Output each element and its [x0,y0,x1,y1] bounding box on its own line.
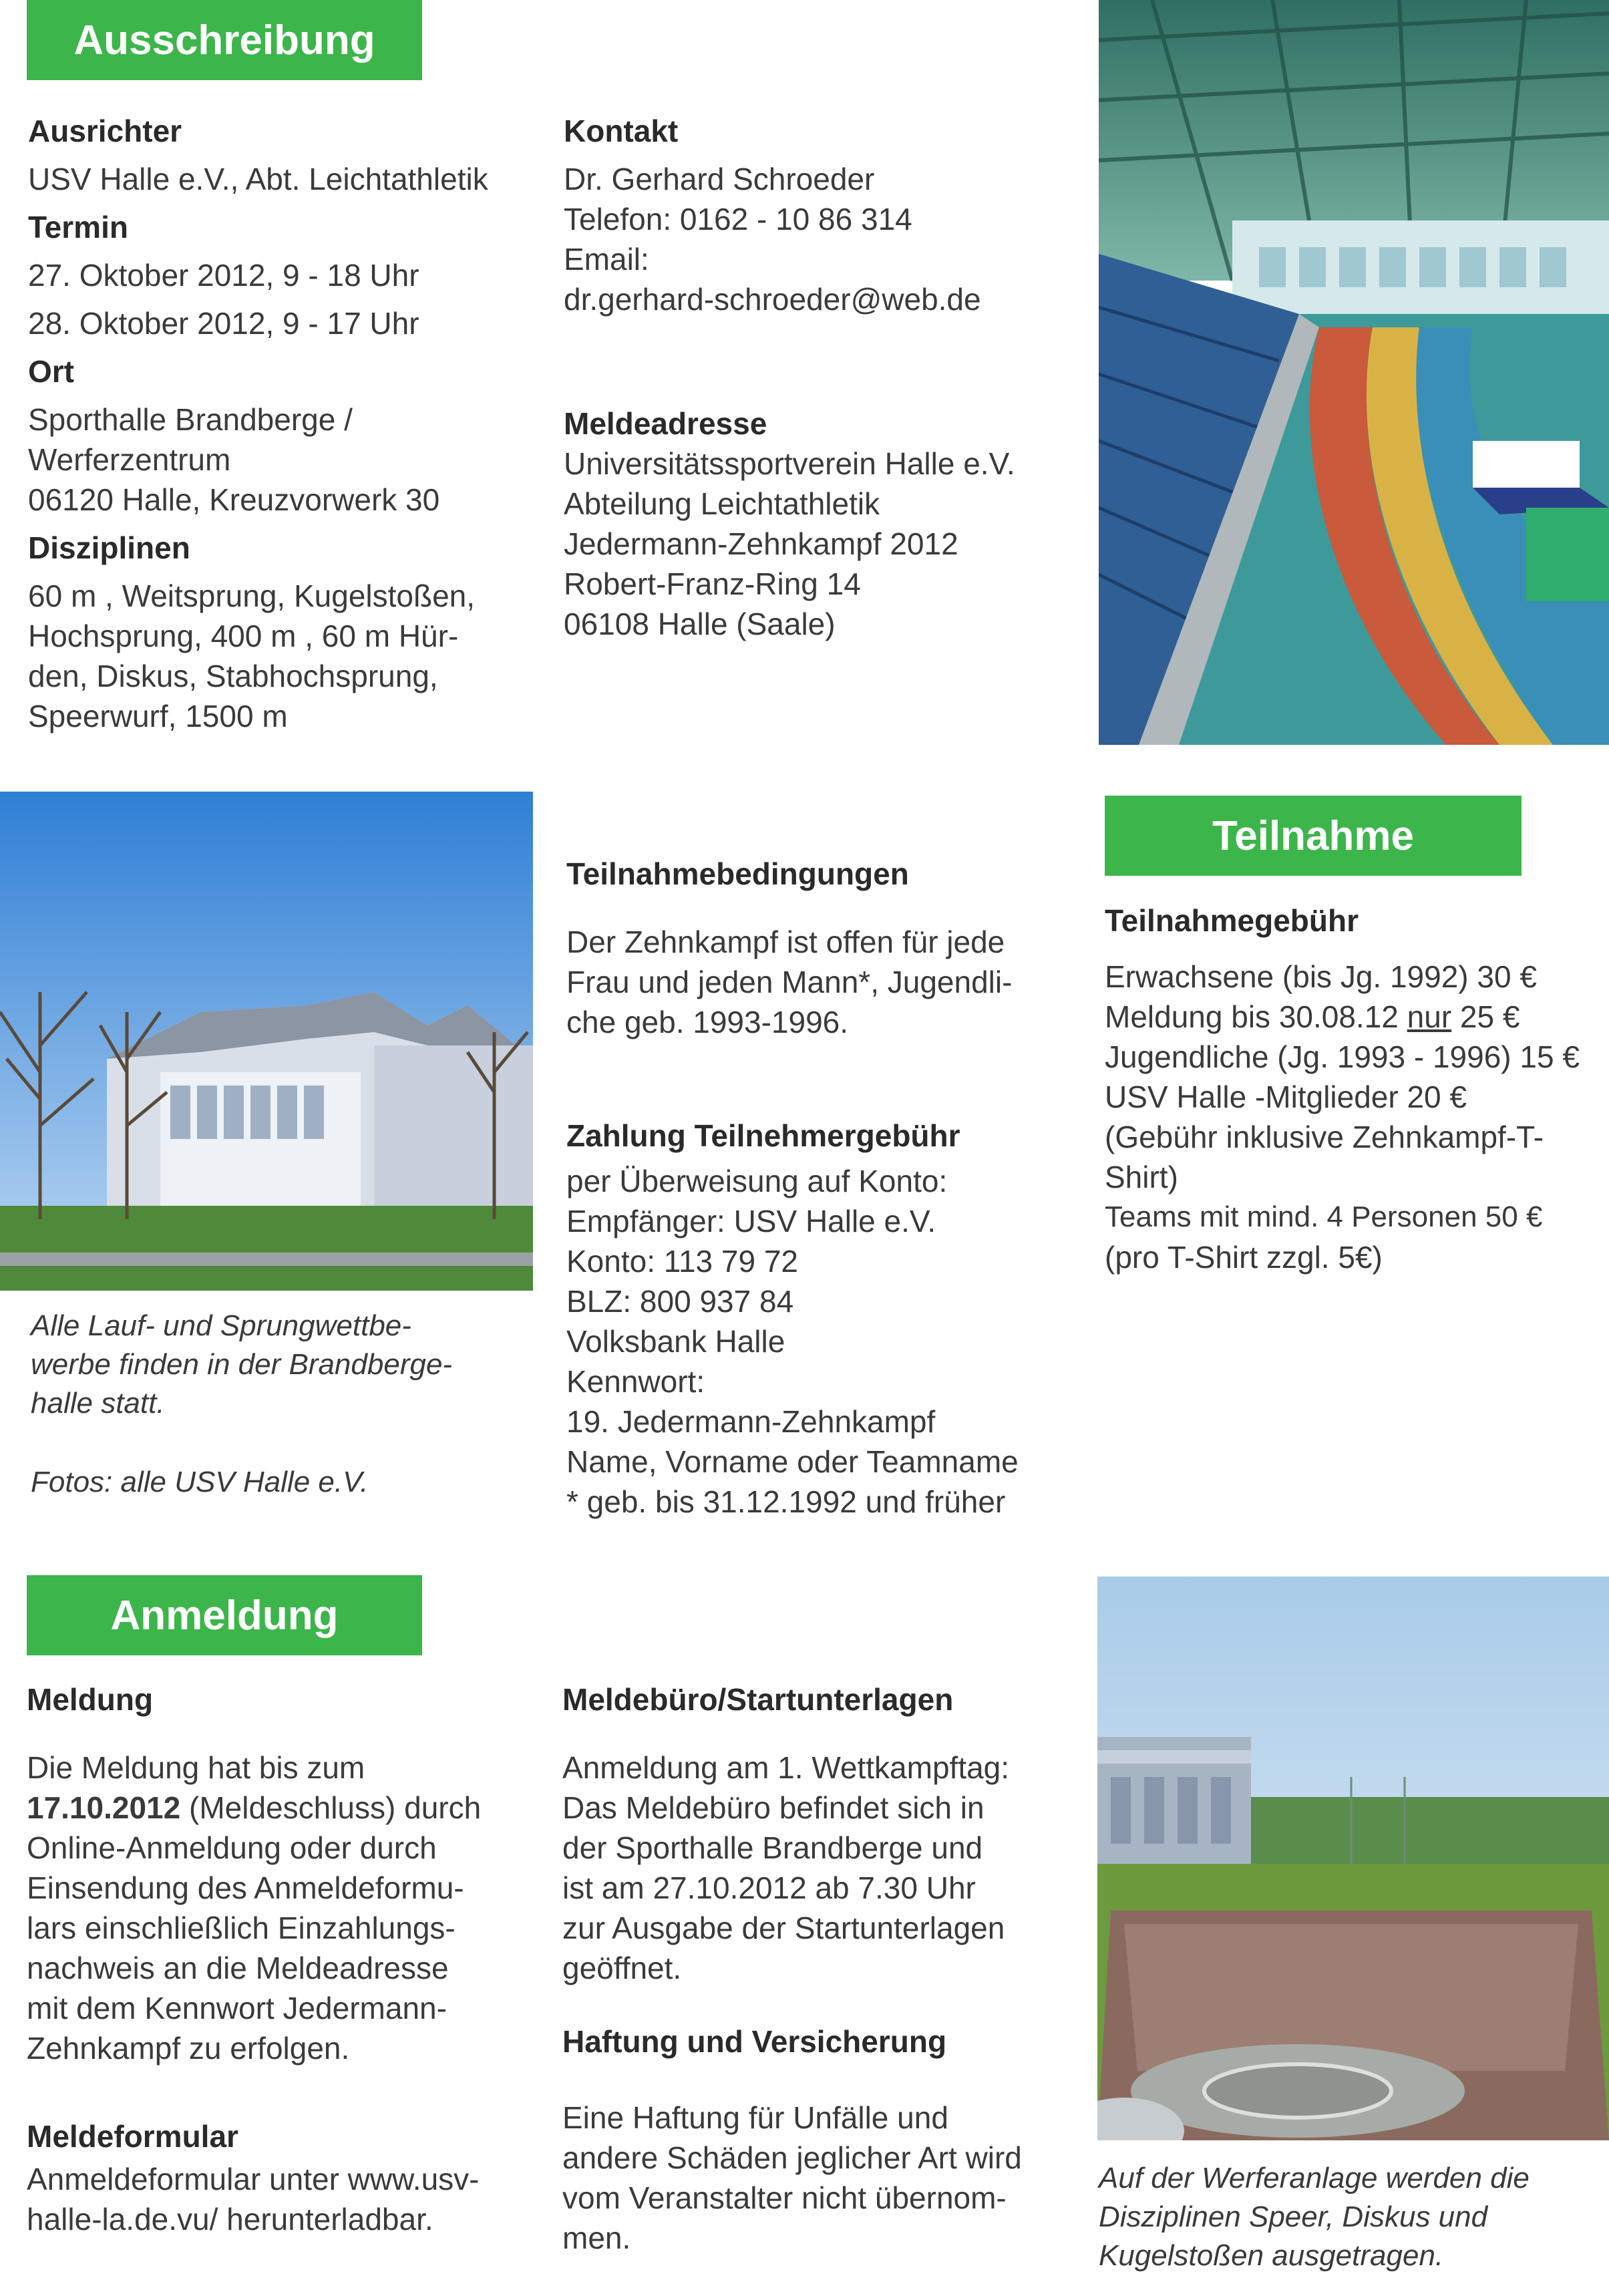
zahlung-line-1: per Überweisung auf Konto: [566,1164,948,1198]
bedingungen-block [566,854,1087,1522]
kontakt-label: Kontakt [564,114,679,148]
gebuehr-line-4: USV Halle -Mitglieder 20 € [1105,1080,1467,1114]
halle-caption [31,1307,525,1502]
kontakt-block [564,111,1085,644]
haftung-line-1: Eine Haftung für Unfälle und [562,2100,948,2135]
kontakt-telefon: Telefon: 0162 - 10 86 314 [564,202,912,236]
gebuehr-line-1: Erwachsene (bis Jg. 1992) 30 € [1105,959,1537,994]
gebuehr-line-2-nur: nur [1407,999,1452,1034]
meldebuero-line-4: ist am 27.10.2012 ab 7.30 Uhr [562,1870,976,1905]
brandberge-hall-photo [0,792,533,1291]
gebuehr-line-2 [1105,997,1609,1037]
ort-1: Sporthalle Brandberge / [28,402,353,437]
meldung-line-3: Online-Anmeldung oder durch [27,1830,437,1865]
halle-caption-line-3: halle statt. [31,1387,165,1420]
meldung-line-2 [27,1788,548,1828]
werfer-caption-line-3: Kugelstoßen ausgetragen. [1099,2239,1444,2272]
ort-label: Ort [28,354,74,389]
gebuehr-line-8: (pro T-Shirt zzgl. 5€) [1105,1240,1383,1275]
meldung-line-4: Einsendung des Anmeldeformu- [27,1870,464,1905]
meldeformular-label: Meldeformular [27,2119,238,2154]
meldebuero-line-5: zur Ausgabe der Startunterlagen [562,1911,1005,1945]
zahlung-line-7: 19. Jedermann-Zehnkampf [566,1404,936,1439]
termin-1: 27. Oktober 2012, 9 - 18 Uhr [28,258,419,293]
bedingungen-line-1: Der Zehnkampf ist offen für jede [566,925,1005,959]
meldebuero-line-3: der Sporthalle Brandberge und [562,1830,983,1865]
meldeformular-line-1: Anmeldeformular unter www.usv- [27,2162,480,2196]
werfer-caption-line-1: Auf der Werferanlage werden die [1099,2162,1530,2194]
meldebuero-line-1: Anmeldung am 1. Wettkampftag: [562,1750,1010,1785]
ausschreibung-block [28,111,536,736]
adresse-5: 06108 Halle (Saale) [564,607,836,641]
bedingungen-line-2: Frau und jeden Mann*, Jugendli- [566,965,1013,999]
meldebuero-line-2: Das Meldebüro befindet sich in [562,1790,985,1825]
meldung-line-7: mit dem Kennwort Jedermann- [27,1991,447,2025]
bedingungen-line-3: che geb. 1993-1996. [566,1005,849,1039]
werferanlage-photo [1097,1577,1609,2140]
zahlung-line-5: Volksbank Halle [566,1324,785,1359]
termin-2: 28. Oktober 2012, 9 - 17 Uhr [28,306,419,341]
ausrichter-value: USV Halle e.V., Abt. Leichtathletik [28,162,488,196]
werfer-caption-line-2: Disziplinen Speer, Diskus und [1099,2200,1488,2233]
haftung-line-3: vom Veranstalter nicht übernom- [562,2180,1007,2215]
kontakt-email-label: Email: [564,242,649,277]
gebuehr-line-2-post: 25 € [1451,999,1520,1034]
zahlung-line-4: BLZ: 800 937 84 [566,1284,794,1319]
haftung-line-4: men. [562,2221,631,2255]
disziplinen-1: 60 m , Weitsprung, Kugelstoßen, [28,579,476,613]
indoor-stadium-photo [1099,0,1609,745]
gebuehr-line-2-pre: Meldung bis 30.08.12 [1105,999,1407,1034]
meldung-label: Meldung [27,1682,154,1717]
fotos-credit: Fotos: alle USV Halle e.V. [31,1466,369,1498]
kontakt-name: Dr. Gerhard Schroeder [564,162,875,196]
haftung-line-2: andere Schäden jeglicher Art wird [562,2140,1022,2175]
meldung-line-5: lars einschließlich Einzahlungs- [27,1911,456,1945]
meldebuero-block [562,1679,1097,2258]
ort-2: Werferzentrum [28,442,231,477]
halle-caption-line-2: werbe finden in der Brandberge- [31,1348,453,1381]
meldung-line-6: nachweis an die Meldeadresse [27,1951,449,1985]
zahlung-line-6: Kennwort: [566,1364,705,1399]
meldeschluss-date: 17.10.2012 [27,1790,181,1825]
anmeldung-block [27,1679,548,2239]
bedingungen-label: Teilnahmebedingungen [566,856,909,891]
disziplinen-4: Speerwurf, 1500 m [28,699,288,733]
ort-3: 06120 Halle, Kreuzvorwerk 30 [28,482,440,517]
gebuehr-line-6: Shirt) [1105,1160,1178,1194]
meldebuero-line-6: geöffnet. [562,1951,682,1985]
meldeadresse-label: Meldeadresse [564,406,767,441]
termin-label: Termin [28,210,128,244]
teilnahme-banner: Teilnahme [1105,796,1522,876]
werfer-caption [1099,2159,1609,2275]
kontakt-email: dr.gerhard-schroeder@web.de [564,282,981,317]
disziplinen-label: Disziplinen [28,530,190,565]
gebuehr-line-5: (Gebühr inklusive Zehnkampf-T- [1105,1120,1544,1154]
adresse-3: Jedermann-Zehnkampf 2012 [564,526,958,561]
meldung-line-8: Zehnkampf zu erfolgen. [27,2031,350,2066]
disziplinen-3: den, Diskus, Stabhochsprung, [28,659,438,693]
zahlung-line-2: Empfänger: USV Halle e.V. [566,1204,936,1239]
zahlung-line-9: * geb. bis 31.12.1992 und früher [566,1484,1006,1519]
ausrichter-label: Ausrichter [28,114,182,148]
ausschreibung-banner: Ausschreibung [27,0,422,80]
teilnahme-block [1105,900,1609,1277]
zahlung-line-8: Name, Vorname oder Teamname [566,1444,1019,1479]
disziplinen-2: Hochsprung, 400 m , 60 m Hür- [28,619,459,653]
adresse-1: Universitätssportverein Halle e.V. [564,446,1015,481]
gebuehr-line-3: Jugendliche (Jg. 1993 - 1996) 15 € [1105,1039,1580,1074]
adresse-4: Robert-Franz-Ring 14 [564,566,861,601]
adresse-2: Abteilung Leichtathletik [564,486,880,521]
zahlung-label: Zahlung Teilnehmergebühr [566,1118,960,1153]
zahlung-line-3: Konto: 113 79 72 [566,1244,798,1279]
meldeformular-line-2: halle-la.de.vu/ herunterladbar. [27,2202,433,2237]
haftung-label: Haftung und Versicherung [562,2024,947,2059]
gebuehr-line-7: Teams mit mind. 4 Personen 50 € [1105,1200,1543,1233]
meldung-line-2-rest: (Meldeschluss) durch [180,1790,482,1825]
gebuehr-label: Teilnahmegebühr [1105,903,1359,938]
meldung-line-1: Die Meldung hat bis zum [27,1750,365,1785]
anmeldung-banner: Anmeldung [27,1575,422,1655]
meldebuero-label: Meldebüro/Startunterlagen [562,1682,954,1717]
halle-caption-line-1: Alle Lauf- und Sprungwettbe- [31,1309,411,1342]
